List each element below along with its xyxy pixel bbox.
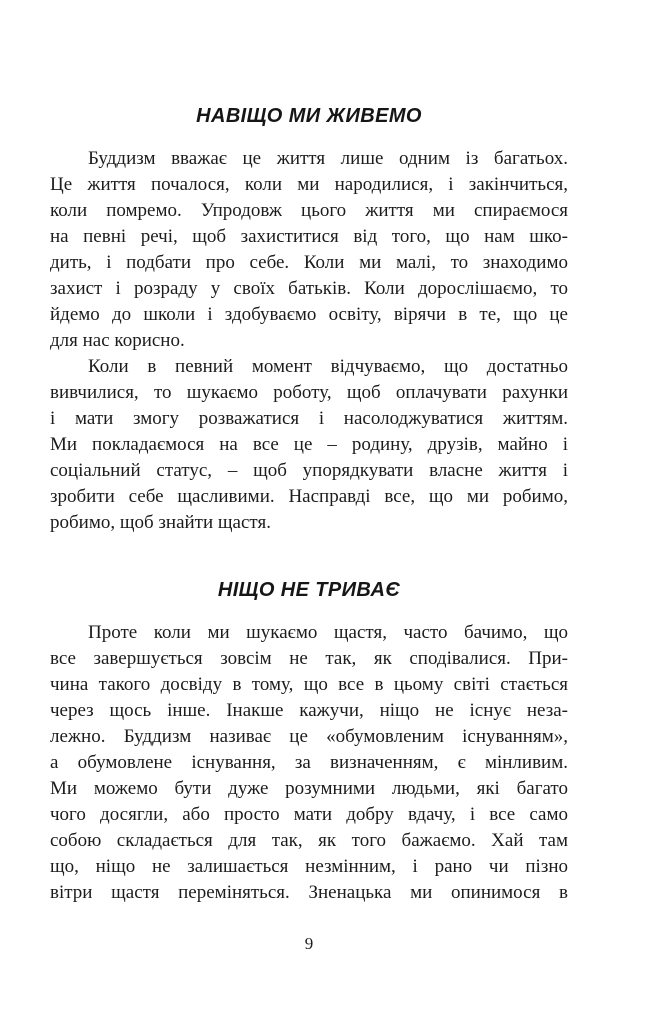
text-line: Це життя почалося, коли ми народилися, і закінчиться,	[50, 174, 568, 195]
section	[50, 578, 568, 906]
text-line: лежно. Буддизм називає це «обумовленим існуванням»,	[50, 726, 568, 747]
text-line: Ми можемо бути дуже розумними людьми, які багато	[50, 778, 568, 799]
text-line: що, ніщо не залишається незмінним, і рано чи пізно	[50, 856, 568, 877]
text-line: Буддизм вважає це життя лише одним із багатьох.	[88, 148, 568, 169]
section-heading: НАВІЩО МИ ЖИВЕМО	[196, 105, 422, 127]
paragraph	[50, 620, 568, 906]
text-line: вітри щастя переміняться. Зненацька ми опинимося в	[50, 882, 568, 903]
text-line: зробити себе щасливими. Насправді все, що ми робимо,	[50, 486, 568, 507]
text-line: дить, і подбати про себе. Коли ми малі, то знаходимо	[50, 252, 568, 273]
text-line: на певні речі, щоб захиститися від того, що нам шко-	[50, 226, 568, 247]
text-line: робимо, щоб знайти щастя.	[50, 512, 271, 533]
paragraph	[50, 354, 568, 536]
text-line: для нас корисно.	[50, 330, 185, 351]
text-line: а обумовлене існування, за визначенням, є мінливим.	[50, 752, 568, 773]
text-line: через щось інше. Інакше кажучи, ніщо не існує неза-	[50, 700, 568, 721]
text-line: чина такого досвіду в тому, що все в цьому світі стається	[50, 674, 568, 695]
text-line: Проте коли ми шукаємо щастя, часто бачимо, що	[88, 622, 568, 643]
text-line: Коли в певний момент відчуваємо, що достатньо	[88, 356, 568, 377]
text-line: все завершується зовсім не так, як сподівалися. При-	[50, 648, 568, 669]
text-line: і мати змогу розважатися і насолоджуватися життям.	[50, 408, 568, 429]
text-line: Ми покладаємося на все це – родину, друзів, майно і	[50, 434, 568, 455]
section	[50, 104, 568, 536]
text-line: собою складається для так, як того бажаємо. Хай там	[50, 830, 568, 851]
text-line: чого досягли, або просто мати добру вдачу, і все само	[50, 804, 568, 825]
section-heading: НІЩО НЕ ТРИВАЄ	[217, 579, 401, 601]
text-line: захист і розраду у своїх батьків. Коли дорослішаємо, то	[50, 278, 568, 299]
page-number: 9	[304, 934, 314, 953]
text-line: вивчилися, то шукаємо роботу, щоб оплачувати рахунки	[50, 382, 568, 403]
text-line: коли помремо. Упродовж цього життя ми спираємося	[50, 200, 568, 221]
paragraph	[50, 146, 568, 354]
text-line: соціальний статус, – щоб упорядкувати власне життя і	[50, 460, 568, 481]
page-body	[50, 104, 568, 906]
text-line: йдемо до школи і здобуваємо освіту, вірячи в те, що це	[50, 304, 568, 325]
